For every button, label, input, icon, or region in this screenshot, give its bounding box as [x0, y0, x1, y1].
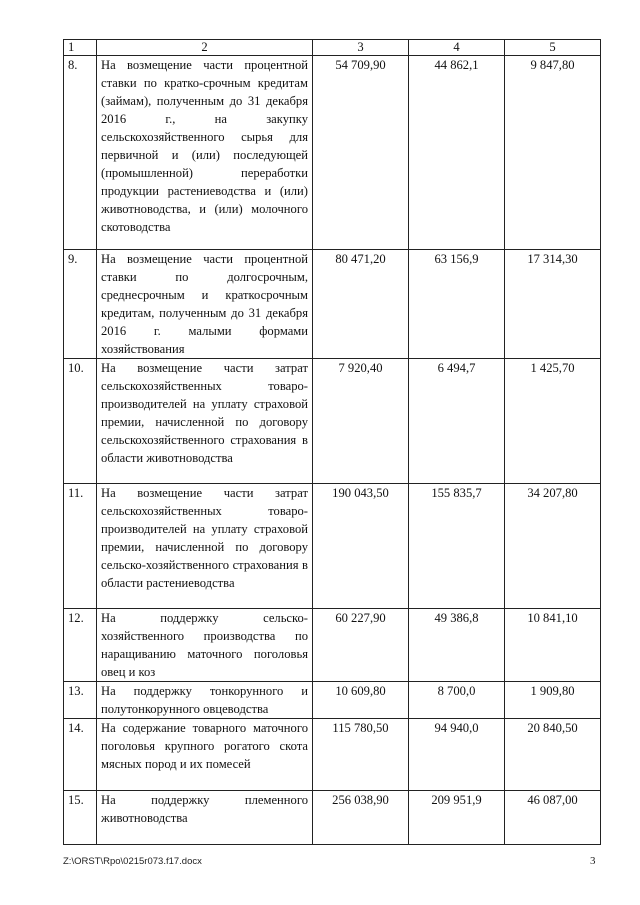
row-value-col3: 115 780,50 — [313, 719, 409, 791]
row-value-col4: 44 862,1 — [409, 56, 505, 250]
table-row — [64, 484, 601, 609]
row-value-col4: 155 835,7 — [409, 484, 505, 609]
row-value-col5: 17 314,30 — [505, 250, 601, 359]
row-value-col4: 63 156,9 — [409, 250, 505, 359]
row-value-col5: 1 425,70 — [505, 359, 601, 484]
row-value-col5: 1 909,80 — [505, 682, 601, 719]
header-col-2: 2 — [97, 40, 313, 56]
table-row — [64, 682, 601, 719]
row-value-col5: 34 207,80 — [505, 484, 601, 609]
row-value-col3: 80 471,20 — [313, 250, 409, 359]
row-description: На поддержку сельско-хозяйственного производства по наращиванию маточного поголовья овец и коз — [97, 609, 313, 682]
row-description: На поддержку тонкорунного и полутонкорунного овцеводства — [97, 682, 313, 719]
row-value-col4: 8 700,0 — [409, 682, 505, 719]
row-value-col3: 60 227,90 — [313, 609, 409, 682]
row-value-col3: 54 709,90 — [313, 56, 409, 250]
table-row — [64, 56, 601, 250]
table-header-row — [64, 40, 601, 56]
table-row — [64, 359, 601, 484]
row-description: На содержание товарного маточного поголовья крупного рогатого скота мясных пород и их помесей — [97, 719, 313, 791]
row-value-col5: 46 087,00 — [505, 791, 601, 845]
row-value-col4: 94 940,0 — [409, 719, 505, 791]
row-number: 14. — [64, 719, 97, 791]
row-value-col3: 256 038,90 — [313, 791, 409, 845]
row-number: 13. — [64, 682, 97, 719]
row-description: На возмещение части затрат сельскохозяйственных товаро-производителей на уплату страховой премии, начисленной по договору сельско-хозяйственного страхования в области растениеводства — [97, 484, 313, 609]
row-description: На поддержку племенного животноводства — [97, 791, 313, 845]
table-row — [64, 719, 601, 791]
header-col-4: 4 — [409, 40, 505, 56]
table-row — [64, 791, 601, 845]
row-number: 9. — [64, 250, 97, 359]
row-value-col5: 20 840,50 — [505, 719, 601, 791]
row-value-col4: 209 951,9 — [409, 791, 505, 845]
row-number: 15. — [64, 791, 97, 845]
row-number: 10. — [64, 359, 97, 484]
row-value-col4: 49 386,8 — [409, 609, 505, 682]
row-value-col3: 10 609,80 — [313, 682, 409, 719]
page-number: 3 — [590, 855, 596, 867]
row-number: 11. — [64, 484, 97, 609]
row-value-col5: 9 847,80 — [505, 56, 601, 250]
table-row — [64, 609, 601, 682]
row-value-col4: 6 494,7 — [409, 359, 505, 484]
table-row — [64, 250, 601, 359]
header-col-3: 3 — [313, 40, 409, 56]
row-value-col5: 10 841,10 — [505, 609, 601, 682]
header-col-1: 1 — [64, 40, 97, 56]
row-value-col3: 7 920,40 — [313, 359, 409, 484]
row-description: На возмещение части процентной ставки по кратко-срочным кредитам (займам), полученным до 31 декабря 2016 г., на закупку сельскохозяйственного сырья для первичной и (или) последующей (промышленной) переработки продукции растениеводства и (или) животноводства, и (или) молочного скотоводства — [97, 56, 313, 250]
row-number: 8. — [64, 56, 97, 250]
budget-table — [63, 39, 601, 845]
document-path: Z:\ORST\Rpo\0215r073.f17.docx — [63, 856, 202, 867]
row-value-col3: 190 043,50 — [313, 484, 409, 609]
row-description: На возмещение части затрат сельскохозяйственных товаро-производителей на уплату страховой премии, начисленной по договору сельскохозяйственного страхования в области животноводства — [97, 359, 313, 484]
row-number: 12. — [64, 609, 97, 682]
header-col-5: 5 — [505, 40, 601, 56]
row-description: На возмещение части процентной ставки по долгосрочным, среднесрочным и краткосрочным кредитам, полученным до 31 декабря 2016 г. малыми формами хозяйствования — [97, 250, 313, 359]
